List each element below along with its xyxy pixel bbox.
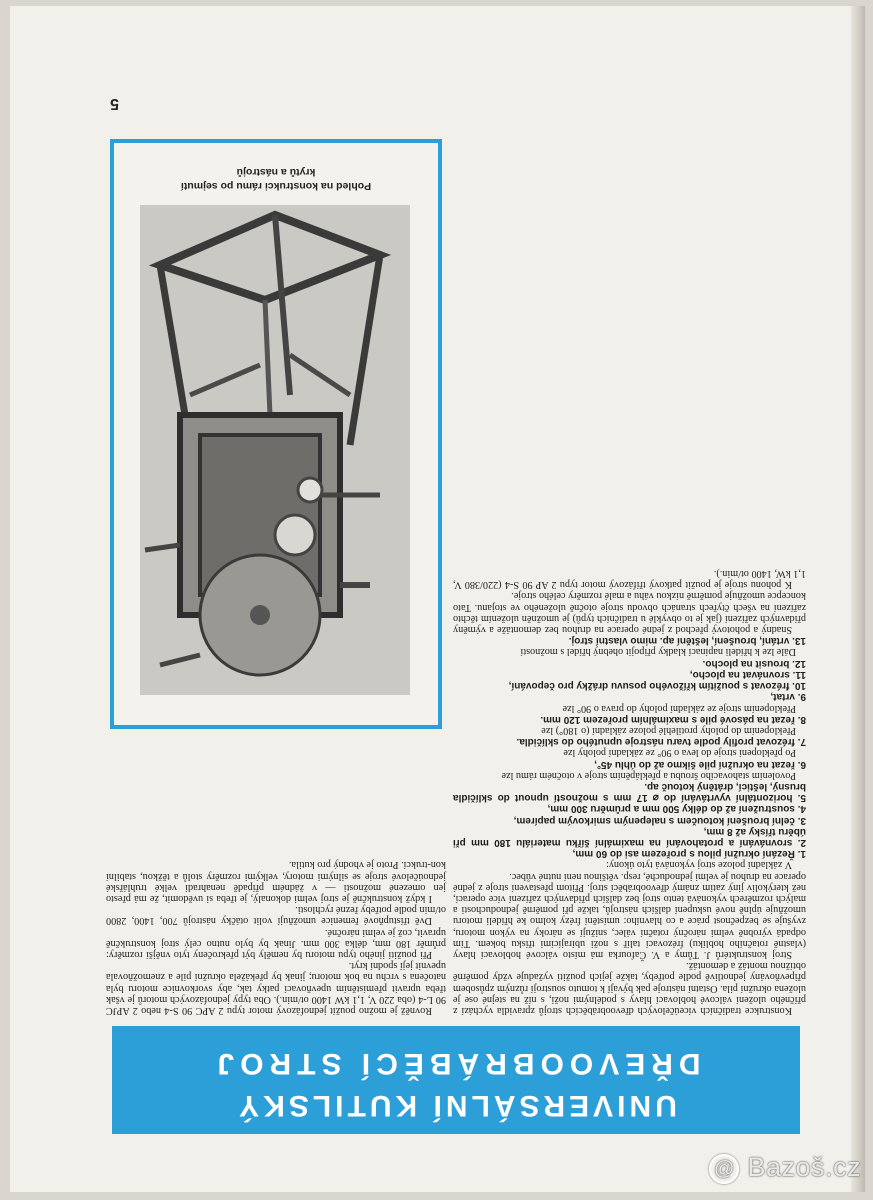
paragraph: Při použití jiného typu motoru by neměly být překročeny tyto vnější rozměry: průměr 180 mm, délka 300 mm. Jinak by bylo nutno celý stroj konstrukčně upravit, což je velmi náročné. [106, 926, 446, 960]
operation-title: 4. soustružení až do délky 500 mm a průměru 300 mm, [547, 803, 806, 815]
watermark-text: Bazoš.cz [747, 1152, 861, 1182]
at-sign-icon: @ [709, 1154, 739, 1184]
operation-note: Překlopením stroje ze základní polohy do prava o 90° lze [562, 702, 796, 714]
operation-note: Překlopením do polohy protilehlé poloze základní (o 180°) lze [541, 724, 796, 736]
paragraph: Rovněž je možno použít jednofázový motor typu 2 APC 90 S-4 nebo 2 APJC 90 L-4 (oba 220 V, 1,1 kW 1400 ot/min.). Oba typy jednofázových motorů je však třeba upravit přemístěním upevňovací patky tak, aby svorkovnice motoru byla natočena s vrchu na bok motoru; jinak by překážela okružní pile a znemožňovala upevnit její spodní kryt. [106, 960, 446, 1016]
figure-frame [110, 139, 442, 729]
title-line-1: UNIVERSÁLNÍ KUTILSKÝ [235, 1089, 677, 1122]
operation-note: Dále lze k hřídeli napínací kladky připojit ohebný hřídel s možností [520, 646, 796, 658]
caption-line-1: Pohled na konstrukci rámu po sejmutí [180, 180, 372, 192]
operation-title: 11. srovnávat na plocho, [689, 668, 806, 680]
title-line-2: DŘEVOOBRÁBĚCÍ STROJ [211, 1047, 701, 1080]
operation-title: 1. Řezání okružní pilou s prořezem asi do 60 mm, [572, 848, 806, 860]
operation-title: 12. brousit na plocho. [702, 657, 806, 669]
paragraph: Stroj konstruktérů J. Tůmy a V. Čafourka má místo válcové hoblovací hlavy (vlastně rotačního hoblíku) frézovací talíř s noži ubírajícími třísku bokem. Tím odpadá výrobně velmi náročný rotační válec, snižují se nároky na výkon motoru, zvyšuje se bezpečnost práce a co hlavního: umístění frézy kolmo ke hřídeli motoru umožňuje úplně nové uskupení dalších nástrojů, takže při poměrně jednoduchosti a malých rozměrech vykonává tento stroj bez dalších přídavných zařízení více operací, než kterýkoliv jiný zatím známý dřevoobráběcí stroj. Přitom přestavení stroje z jedné operace na druhou je velmi jednoduché, resp. většinou není nutné vůbec. [453, 870, 806, 960]
operation-title: 13. vrtání, broušení, leštění ap. mimo vlastní stroj. [568, 635, 806, 647]
paragraph: I když konstrukčně je stroj velmi dokonalý, je třeba si uvědomit, že má přesto jen omezené možnosti — v žádném případě nenahradí velké truhlářské jednoúčelové stroje se silnými motory, velkými rozměry stolů a těžkou, stabilní kon-trukcí. Proto je vhodný pro kutila. [106, 859, 446, 904]
bazos-watermark [709, 1152, 861, 1184]
operation-note: Po překlopení stroje do leva o 90° ze základní polohy lze [563, 747, 796, 759]
operation-title: 10. frézovat s použitím křížového posuvu drážky pro čepování, [508, 680, 806, 692]
machine-frame-illustration [140, 205, 410, 695]
paragraph: K pohonu stroje je použit patkový třífázový motor typu 2 AP 90 S-4 (220/380 V, 1,1 kW, 1400 ot/min.). [453, 568, 806, 591]
paragraph: Dvě třístupňové řemenice umožňují volit otáčky nástrojů 700, 1400, 2800 ot/min podle potřeby řezné rychlosti. [106, 904, 446, 927]
operation-title: 9. vrtat, [770, 691, 806, 703]
right-text-column [106, 859, 446, 1016]
operation-title: 3. čelní broušení kotoučem s nalepeným smirkovým papírem, [513, 814, 806, 826]
operation-note: Povolením stahovacího šroubu a překlápěním stroje v otočném rámu lze [501, 769, 796, 781]
figure-caption [130, 165, 422, 193]
paragraph: V základní poloze stroj vykonává tyto úkony: [606, 859, 792, 871]
caption-line-2: krytů a nástrojů [236, 166, 316, 178]
operation-title: 5. horizontální vyvrtávání do ⌀ 17 mm s možností upnout do sklíčidla brusný, lešticí, drátěný kotouč ap. [453, 780, 806, 804]
operation-title: 7. frézovat profily podle tvaru nástroje upnutého do sklíčidla. [516, 736, 806, 748]
operations-list [453, 635, 806, 859]
left-text-column [453, 568, 806, 1016]
paragraph: Konstrukce tradičních víceúčelových dřevoobráběcích strojů zpravidla vychází z příčného uložení válcové hoblovací hlavy s podélnými noži, s níž na stejné ose je uložena okružní pila. Ostatní nástroje pak bývají k tomuto soustrojí různým způsobem připevňovány jednotlivě podle potřeby, takže jejich použití vyžaduje vždy poměrně obtížnou montáž a demontáž. [453, 960, 806, 1016]
machine-frame-photo [140, 205, 410, 695]
title-banner [112, 1026, 800, 1134]
operation-title: 8. řezat na pásové pile s maximálním prořezem 120 mm. [540, 713, 806, 725]
operation-title: 6. řezat na okružní pile šikmo až do úhlu 45°, [594, 758, 806, 770]
rotated-page-content [10, 6, 856, 1192]
operation-title: 2. srovnávání a protahování na maximální šířku materiálu 180 mm při úběru třísky až 8 mm, [453, 825, 806, 848]
page-number: 5 [110, 95, 119, 112]
paragraph: Snadný a pohotový přechod z jedné operace na druhou bez demontáže a výměny přídavných zařízení (jak je to obvyklé u tradičních typů) je umožněn uložením těchto zařízení na všech čtyřech stranách obvodu stroje otočně uloženého ve stojanu. Tato koncepce umožňuje poměrně nízkou váhu a malé rozměry celého stroje. [453, 590, 806, 636]
